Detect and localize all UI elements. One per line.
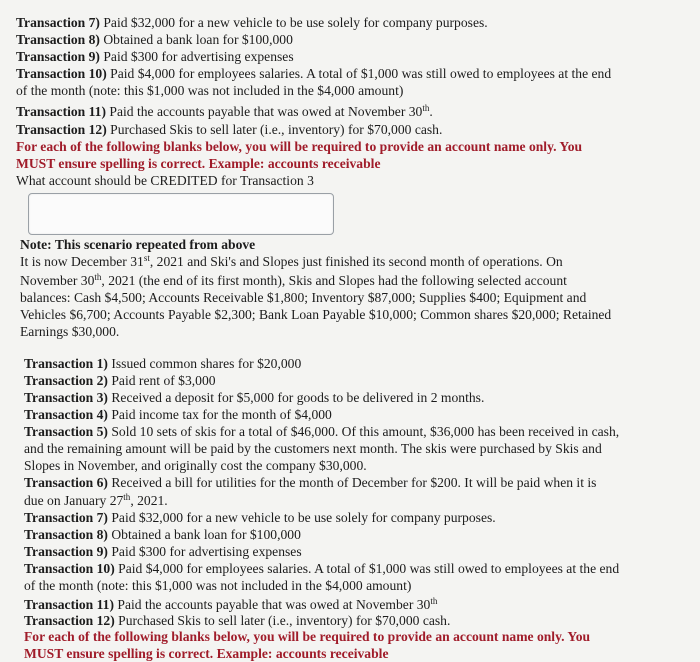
top-transaction-10: Transaction 10) Paid $4,000 for employees salaries. A total of $1,000 was still owed to employees at the end (16, 66, 612, 81)
scenario-line-5: Earnings $30,000. (20, 324, 120, 339)
scenario-line-3: balances: Cash $4,500; Accounts Receivable $1,800; Inventory $87,000; Supplies $400; Equipment and (20, 290, 587, 305)
transaction-8: Transaction 8) Obtained a bank loan for $100,000 (24, 527, 301, 542)
scenario-line-4: Vehicles $6,700; Accounts Payable $2,300; Bank Loan Payable $10,000; Common shares $20,000; Retained (20, 307, 612, 322)
transaction-10: Transaction 10) Paid $4,000 for employees salaries. A total of $1,000 was still owed to employees at the end (24, 561, 620, 576)
top-transaction-10-cont: of the month (note: this $1,000 was not included in the $4,000 amount) (16, 83, 404, 98)
transaction-5-cont-1: and the remaining amount will be paid by the customers next month. The skis were purchased by Skis and (24, 441, 602, 456)
instruction-1: For each of the following blanks below, you will be required to provide an account name only. You (24, 629, 591, 644)
transaction-3: Transaction 3) Received a deposit for $5,000 for goods to be delivered in 2 months. (24, 390, 485, 405)
top-instruction-2: MUST ensure spelling is correct. Example: accounts receivable (16, 156, 381, 171)
transaction-4: Transaction 4) Paid income tax for the month of $4,000 (24, 407, 332, 422)
top-transaction-7: Transaction 7) Paid $32,000 for a new vehicle to be use solely for company purposes. (16, 15, 488, 30)
scenario-line-2: November 30th, 2021 (the end of its first month), Skis and Slopes had the following selected account (20, 272, 567, 288)
top-transaction-8: Transaction 8) Obtained a bank loan for $100,000 (16, 32, 293, 47)
transaction-7: Transaction 7) Paid $32,000 for a new vehicle to be use solely for company purposes. (24, 510, 496, 525)
transaction-11: Transaction 11) Paid the accounts payable that was owed at November 30th (24, 596, 438, 612)
transaction-5-cont-2: Slopes in November, and originally cost the company $30,000. (24, 458, 367, 473)
instruction-2: MUST ensure spelling is correct. Example: accounts receivable (24, 646, 389, 661)
transaction-5: Transaction 5) Sold 10 sets of skis for a total of $46,000. Of this amount, $36,000 has been received in cash, (24, 424, 620, 439)
scenario-line-1: It is now December 31st, 2021 and Ski's and Slopes just finished its second month of operations. On (20, 253, 563, 269)
transaction-6: Transaction 6) Received a bill for utilities for the month of December for $200. It will be paid when it is (24, 475, 597, 490)
scenario-note: Note: This scenario repeated from above (20, 237, 256, 252)
transaction-12: Transaction 12) Purchased Skis to sell later (i.e., inventory) for $70,000 cash. (24, 613, 451, 628)
question-text: What account should be CREDITED for Transaction 3 (16, 173, 314, 188)
transaction-6-cont: due on January 27th, 2021. (24, 492, 168, 508)
transaction-1: Transaction 1) Issued common shares for $20,000 (24, 356, 302, 371)
top-transaction-11: Transaction 11) Paid the accounts payable that was owed at November 30th. (16, 103, 433, 119)
top-instruction-1: For each of the following blanks below, you will be required to provide an account name only. You (16, 139, 583, 154)
top-transaction-9: Transaction 9) Paid $300 for advertising expenses (16, 49, 294, 64)
top-transaction-12: Transaction 12) Purchased Skis to sell later (i.e., inventory) for $70,000 cash. (16, 122, 443, 137)
transaction-2: Transaction 2) Paid rent of $3,000 (24, 373, 216, 388)
transaction-9: Transaction 9) Paid $300 for advertising expenses (24, 544, 302, 559)
answer-input[interactable] (28, 193, 334, 235)
transaction-10-cont: of the month (note: this $1,000 was not included in the $4,000 amount) (24, 578, 412, 593)
